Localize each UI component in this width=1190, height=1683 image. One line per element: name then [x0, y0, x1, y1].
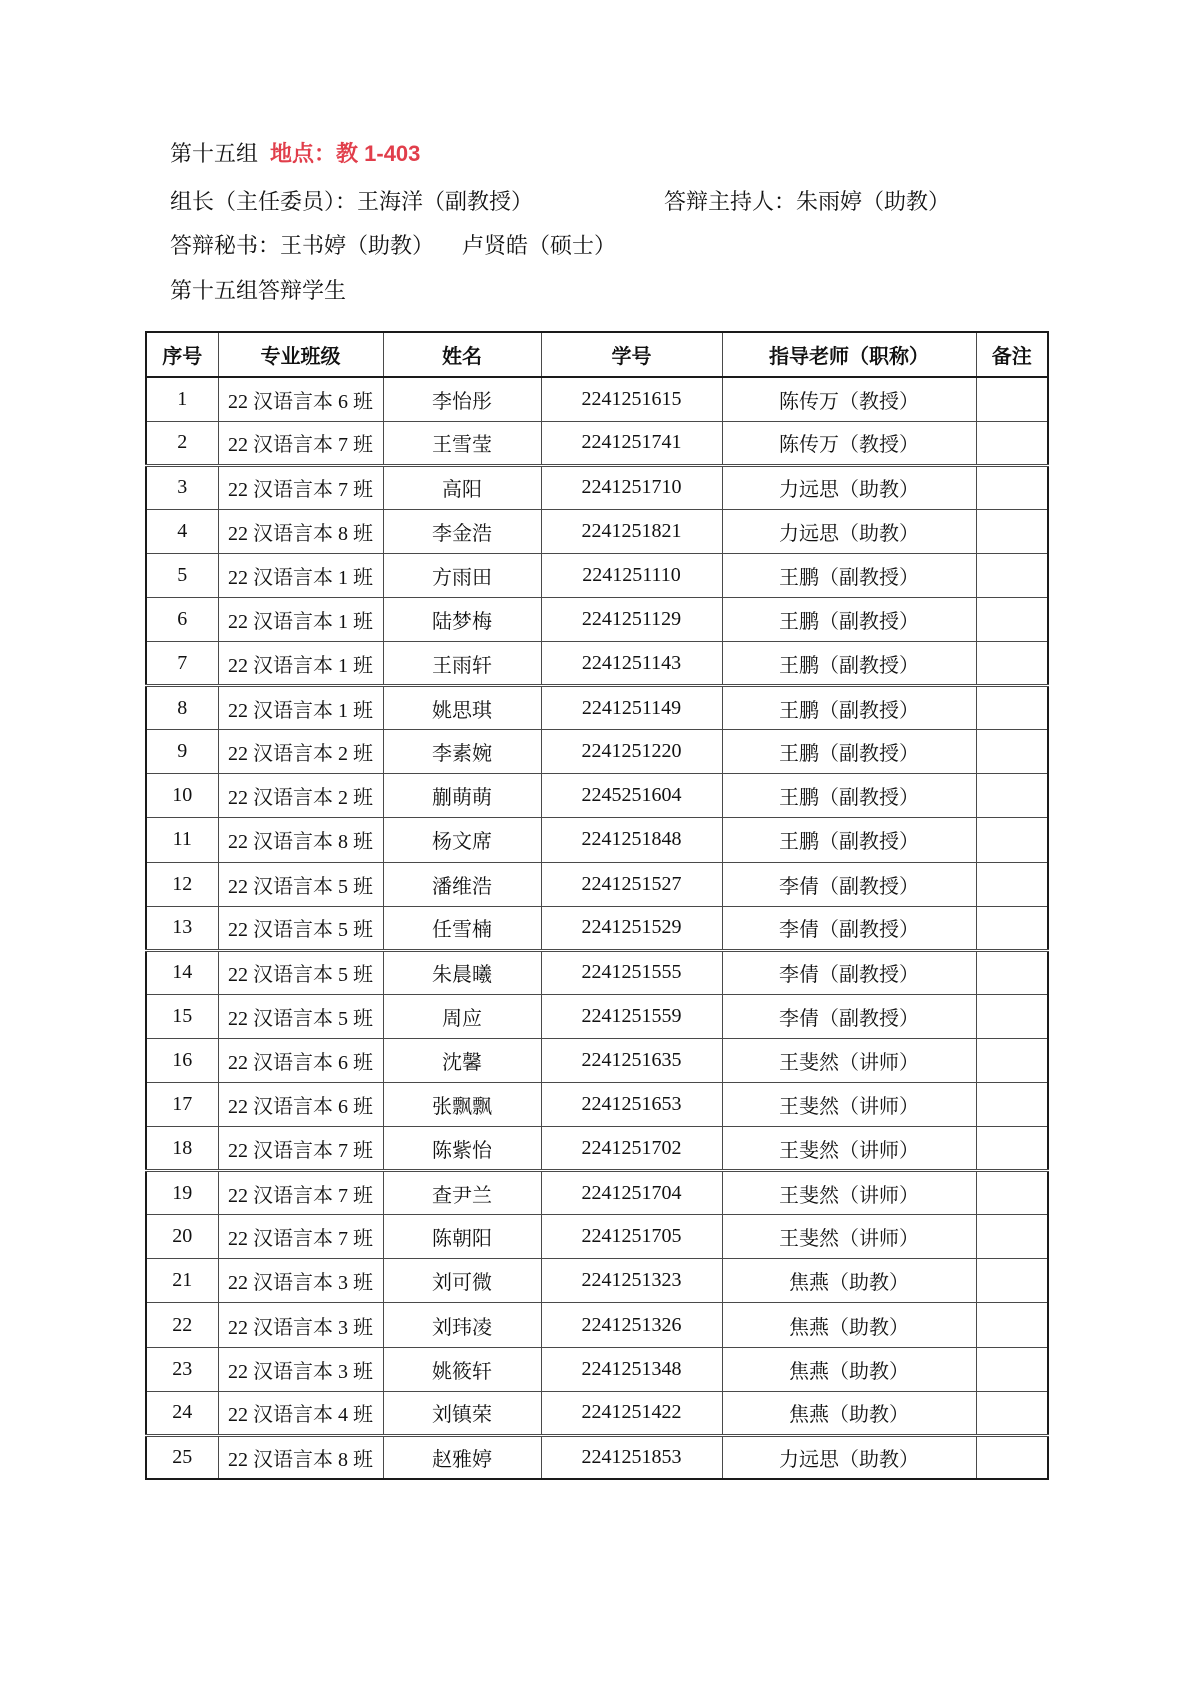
cell-student-id: 2241251129: [541, 597, 722, 641]
cell-note: [976, 730, 1048, 774]
cell-class: 22 汉语言本 7 班: [218, 1127, 383, 1171]
cell-note: [976, 1391, 1048, 1435]
cell-class: 22 汉语言本 8 班: [218, 818, 383, 862]
cell-student-id: 2241251615: [541, 377, 722, 421]
cell-no: 21: [146, 1259, 218, 1303]
cell-class: 22 汉语言本 8 班: [218, 1435, 383, 1479]
cell-teacher: 王斐然（讲师）: [722, 1038, 976, 1082]
table-row: [146, 1347, 1048, 1391]
cell-name: 李素婉: [383, 730, 541, 774]
cell-class: 22 汉语言本 5 班: [218, 950, 383, 994]
cell-no: 16: [146, 1038, 218, 1082]
cell-no: 7: [146, 642, 218, 686]
cell-class: 22 汉语言本 7 班: [218, 1171, 383, 1215]
cell-note: [976, 1435, 1048, 1479]
table-row: [146, 465, 1048, 509]
cell-name: 杨文席: [383, 818, 541, 862]
cell-class: 22 汉语言本 7 班: [218, 1215, 383, 1259]
cell-class: 22 汉语言本 1 班: [218, 597, 383, 641]
cell-no: 6: [146, 597, 218, 641]
cell-teacher: 力远思（助教）: [722, 465, 976, 509]
cell-note: [976, 509, 1048, 553]
cell-class: 22 汉语言本 7 班: [218, 465, 383, 509]
table-row: [146, 906, 1048, 950]
cell-no: 8: [146, 686, 218, 730]
cell-student-id: 2241251705: [541, 1215, 722, 1259]
cell-note: [976, 950, 1048, 994]
cell-student-id: 2241251220: [541, 730, 722, 774]
cell-teacher: 李倩（副教授）: [722, 994, 976, 1038]
cell-name: 查尹兰: [383, 1171, 541, 1215]
table-row: [146, 686, 1048, 730]
column-header: 指导老师（职称）: [722, 332, 976, 377]
cell-teacher: 陈传万（教授）: [722, 421, 976, 465]
table-row: [146, 730, 1048, 774]
defense-students-table: [145, 331, 1049, 1480]
column-header: 姓名: [383, 332, 541, 377]
cell-teacher: 王鹏（副教授）: [722, 597, 976, 641]
column-header: 专业班级: [218, 332, 383, 377]
cell-name: 刘镇荣: [383, 1391, 541, 1435]
table-row: [146, 1391, 1048, 1435]
table-row: [146, 994, 1048, 1038]
cell-teacher: 王斐然（讲师）: [722, 1215, 976, 1259]
table-header-row-tr: [146, 332, 1048, 377]
cell-teacher: 焦燕（助教）: [722, 1259, 976, 1303]
cell-teacher: 李倩（副教授）: [722, 906, 976, 950]
cell-teacher: 焦燕（助教）: [722, 1347, 976, 1391]
cell-name: 王雨轩: [383, 642, 541, 686]
table-row: [146, 862, 1048, 906]
cell-class: 22 汉语言本 2 班: [218, 730, 383, 774]
table-header-row: [146, 332, 1048, 377]
cell-name: 姚思琪: [383, 686, 541, 730]
cell-no: 24: [146, 1391, 218, 1435]
cell-student-id: 2241251348: [541, 1347, 722, 1391]
table-row: [146, 1127, 1048, 1171]
cell-name: 李金浩: [383, 509, 541, 553]
cell-class: 22 汉语言本 7 班: [218, 421, 383, 465]
cell-teacher: 王斐然（讲师）: [722, 1083, 976, 1127]
table-body: [146, 377, 1048, 1479]
cell-name: 高阳: [383, 465, 541, 509]
cell-student-id: 2241251635: [541, 1038, 722, 1082]
cell-teacher: 王鹏（副教授）: [722, 553, 976, 597]
cell-student-id: 2241251555: [541, 950, 722, 994]
table-row: [146, 642, 1048, 686]
secretary-line: [170, 232, 616, 260]
secretary-second: 卢贤皓（硕士）: [462, 233, 617, 258]
cell-student-id: 2241251323: [541, 1259, 722, 1303]
cell-note: [976, 1083, 1048, 1127]
cell-note: [976, 553, 1048, 597]
cell-no: 1: [146, 377, 218, 421]
cell-teacher: 李倩（副教授）: [722, 950, 976, 994]
cell-class: 22 汉语言本 8 班: [218, 509, 383, 553]
cell-class: 22 汉语言本 5 班: [218, 862, 383, 906]
cell-name: 沈馨: [383, 1038, 541, 1082]
cell-student-id: 2241251653: [541, 1083, 722, 1127]
cell-no: 14: [146, 950, 218, 994]
cell-no: 20: [146, 1215, 218, 1259]
cell-teacher: 力远思（助教）: [722, 509, 976, 553]
cell-teacher: 焦燕（助教）: [722, 1391, 976, 1435]
table-row: [146, 1083, 1048, 1127]
cell-student-id: 2241251853: [541, 1435, 722, 1479]
cell-note: [976, 1171, 1048, 1215]
cell-note: [976, 377, 1048, 421]
location-label: 地点：教 1-403: [270, 141, 421, 166]
cell-note: [976, 597, 1048, 641]
secretary-first: 答辩秘书：王书婷（助教）: [170, 233, 435, 258]
table-row: [146, 1303, 1048, 1347]
cell-class: 22 汉语言本 3 班: [218, 1303, 383, 1347]
cell-student-id: 2241251529: [541, 906, 722, 950]
column-header: 序号: [146, 332, 218, 377]
cell-student-id: 2241251527: [541, 862, 722, 906]
cell-teacher: 王鹏（副教授）: [722, 642, 976, 686]
cell-name: 赵雅婷: [383, 1435, 541, 1479]
cell-note: [976, 465, 1048, 509]
cell-student-id: 2241251559: [541, 994, 722, 1038]
cell-note: [976, 1259, 1048, 1303]
cell-name: 张飘飘: [383, 1083, 541, 1127]
table-row: [146, 950, 1048, 994]
cell-teacher: 焦燕（助教）: [722, 1303, 976, 1347]
cell-teacher: 陈传万（教授）: [722, 377, 976, 421]
group-title: 第十五组: [170, 141, 259, 166]
cell-no: 9: [146, 730, 218, 774]
cell-name: 方雨田: [383, 553, 541, 597]
cell-no: 23: [146, 1347, 218, 1391]
table-row: [146, 377, 1048, 421]
cell-name: 李怡彤: [383, 377, 541, 421]
cell-student-id: 2241251326: [541, 1303, 722, 1347]
cell-note: [976, 642, 1048, 686]
cell-name: 任雪楠: [383, 906, 541, 950]
table-row: [146, 818, 1048, 862]
cell-note: [976, 1303, 1048, 1347]
cell-no: 22: [146, 1303, 218, 1347]
cell-no: 17: [146, 1083, 218, 1127]
cell-note: [976, 994, 1048, 1038]
cell-name: 蒯萌萌: [383, 774, 541, 818]
cell-student-id: 2241251422: [541, 1391, 722, 1435]
cell-note: [976, 818, 1048, 862]
cell-note: [976, 421, 1048, 465]
cell-note: [976, 1347, 1048, 1391]
cell-no: 12: [146, 862, 218, 906]
cell-class: 22 汉语言本 1 班: [218, 553, 383, 597]
cell-class: 22 汉语言本 1 班: [218, 642, 383, 686]
cell-teacher: 王斐然（讲师）: [722, 1171, 976, 1215]
table-row: [146, 597, 1048, 641]
cell-student-id: 2241251149: [541, 686, 722, 730]
cell-student-id: 2241251143: [541, 642, 722, 686]
cell-note: [976, 1127, 1048, 1171]
table-caption: 第十五组答辩学生: [170, 278, 347, 303]
cell-class: 22 汉语言本 5 班: [218, 906, 383, 950]
column-header: 备注: [976, 332, 1048, 377]
column-header: 学号: [541, 332, 722, 377]
table-row: [146, 509, 1048, 553]
cell-no: 25: [146, 1435, 218, 1479]
cell-no: 4: [146, 509, 218, 553]
table-row: [146, 1259, 1048, 1303]
cell-teacher: 王鹏（副教授）: [722, 730, 976, 774]
cell-student-id: 2241251710: [541, 465, 722, 509]
cell-name: 潘维浩: [383, 862, 541, 906]
cell-no: 10: [146, 774, 218, 818]
cell-class: 22 汉语言本 4 班: [218, 1391, 383, 1435]
cell-student-id: 2241251704: [541, 1171, 722, 1215]
leader-line: 组长（主任委员）：王海洋（副教授）: [170, 189, 534, 214]
table-row: [146, 421, 1048, 465]
cell-teacher: 力远思（助教）: [722, 1435, 976, 1479]
group-heading: [170, 140, 420, 168]
cell-teacher: 李倩（副教授）: [722, 862, 976, 906]
cell-teacher: 王鹏（副教授）: [722, 774, 976, 818]
cell-name: 刘可微: [383, 1259, 541, 1303]
cell-teacher: 王鹏（副教授）: [722, 818, 976, 862]
cell-no: 11: [146, 818, 218, 862]
cell-name: 刘玮凌: [383, 1303, 541, 1347]
cell-teacher: 王斐然（讲师）: [722, 1127, 976, 1171]
host-line: 答辩主持人：朱雨婷（助教）: [664, 189, 951, 214]
cell-class: 22 汉语言本 6 班: [218, 1038, 383, 1082]
cell-class: 22 汉语言本 3 班: [218, 1347, 383, 1391]
table-row: [146, 774, 1048, 818]
table-row: [146, 1171, 1048, 1215]
cell-student-id: 2241251741: [541, 421, 722, 465]
cell-name: 陆梦梅: [383, 597, 541, 641]
cell-no: 2: [146, 421, 218, 465]
cell-no: 15: [146, 994, 218, 1038]
table-row: [146, 1435, 1048, 1479]
cell-no: 3: [146, 465, 218, 509]
cell-note: [976, 1038, 1048, 1082]
cell-note: [976, 906, 1048, 950]
cell-class: 22 汉语言本 3 班: [218, 1259, 383, 1303]
cell-student-id: 2241251821: [541, 509, 722, 553]
cell-teacher: 王鹏（副教授）: [722, 686, 976, 730]
table-row: [146, 1215, 1048, 1259]
cell-no: 19: [146, 1171, 218, 1215]
cell-name: 姚筱轩: [383, 1347, 541, 1391]
cell-note: [976, 1215, 1048, 1259]
cell-name: 王雪莹: [383, 421, 541, 465]
cell-note: [976, 686, 1048, 730]
cell-name: 周应: [383, 994, 541, 1038]
cell-no: 18: [146, 1127, 218, 1171]
cell-student-id: 2241251110: [541, 553, 722, 597]
cell-name: 陈紫怡: [383, 1127, 541, 1171]
cell-no: 13: [146, 906, 218, 950]
cell-student-id: 2245251604: [541, 774, 722, 818]
cell-class: 22 汉语言本 6 班: [218, 1083, 383, 1127]
cell-class: 22 汉语言本 6 班: [218, 377, 383, 421]
cell-no: 5: [146, 553, 218, 597]
cell-class: 22 汉语言本 5 班: [218, 994, 383, 1038]
cell-note: [976, 862, 1048, 906]
cell-name: 朱晨曦: [383, 950, 541, 994]
cell-class: 22 汉语言本 2 班: [218, 774, 383, 818]
table-row: [146, 1038, 1048, 1082]
cell-name: 陈朝阳: [383, 1215, 541, 1259]
cell-class: 22 汉语言本 1 班: [218, 686, 383, 730]
cell-student-id: 2241251702: [541, 1127, 722, 1171]
cell-note: [976, 774, 1048, 818]
table-row: [146, 553, 1048, 597]
cell-student-id: 2241251848: [541, 818, 722, 862]
